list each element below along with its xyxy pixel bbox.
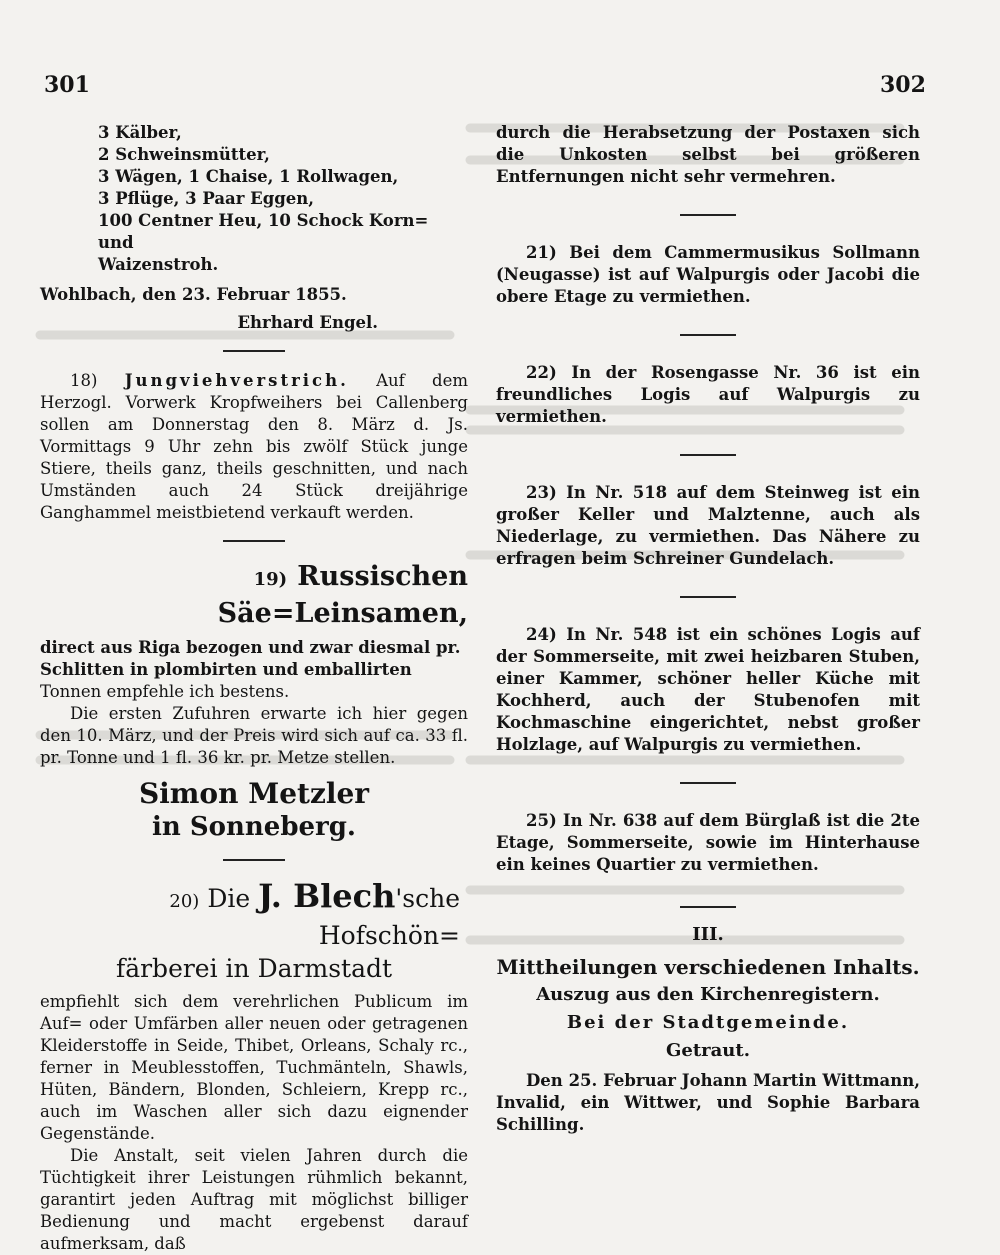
ad-text: Die Anstalt, seit vielen Jahren durch die Tüchtigkeit ihrer Leistungen rühmlich bekannt, garantirt jeden Auftrag mit möglichst billiger Bedienung und macht ergebenst darauf aufmerksam, daß	[40, 1146, 468, 1253]
divider	[680, 214, 736, 216]
ad-title: Jungviehverstrich.	[124, 371, 349, 390]
left-column	[40, 122, 468, 1255]
advertiser-place: in Sonneberg.	[152, 812, 356, 842]
ad-headline	[40, 560, 468, 631]
ad-text-line: Tonnen empfehle ich bestens.	[40, 682, 290, 701]
ad-21: 21) Bei dem Cammermusikus Sollmann (Neugasse) ist auf Walpurgis oder Jacobi die obere Etage zu vermiethen.	[496, 243, 920, 306]
ad-text: Die ersten Zufuhren erwarte ich hier gegen den 10. März, und der Preis wird sich auf ca. 33 fl. pr. Tonne und 1 fl. 36 kr. pr. Metze stellen.	[40, 704, 468, 767]
page-number-right: 302	[880, 72, 926, 98]
ad-headline-die: Die	[207, 884, 251, 913]
subsection-title: Getraut.	[666, 1040, 750, 1061]
divider	[223, 350, 285, 352]
divider	[680, 334, 736, 336]
divider	[680, 454, 736, 456]
ad-25: 25) In Nr. 638 auf dem Bürglaß ist die 2te Etage, Sommerseite, sowie im Hinterhause ein keines Quartier zu vermiethen.	[496, 811, 920, 874]
subsection-title: Bei der Stadtgemeinde.	[566, 1012, 850, 1033]
advertiser-name: Simon Metzler	[138, 777, 370, 810]
divider	[680, 906, 736, 908]
ad-subheadline: färberei in Darmstadt	[115, 954, 393, 983]
ad-text-line: direct aus Riga bezogen und zwar diesmal pr.	[40, 638, 461, 657]
ad-number: 19)	[253, 569, 288, 590]
ad-text-line: Schlitten in plombirten und emballirten	[40, 660, 412, 679]
continuation-text: durch die Herabsetzung der Postaxen sich die Unkosten selbst bei größeren Entfernungen nicht sehr vermehren.	[496, 123, 920, 186]
ad-19	[40, 560, 468, 843]
signature: Ehrhard Engel.	[237, 313, 378, 332]
divider	[680, 596, 736, 598]
list-item: 3 Kälber,	[98, 123, 182, 142]
ad-headline-text: Russischen Säe=Leinsamen,	[217, 561, 468, 629]
list-item: 2 Schweinsmütter,	[98, 145, 270, 164]
place-date: Wohlbach, den 23. Februar 1855.	[40, 285, 347, 304]
ad-number: 20)	[169, 891, 200, 912]
ad-text: Auf dem Herzogl. Vorwerk Kropfweihers bei Callenberg sollen am Donnerstag den 8. März d. Js. Vormittags 9 Uhr zehn bis zwölf Stück junge Stiere, theils ganz, theils geschnitten, und nach Umständen auch 24 Stück dreijährige Ganghammel meistbietend verkauft werden.	[40, 371, 469, 522]
ad-20	[40, 879, 468, 1255]
section-number: III.	[692, 924, 724, 945]
firm-suffix: 'sche Hofschön=	[318, 884, 460, 950]
ad-22: 22) In der Rosengasse Nr. 36 ist ein freundliches Logis auf Walpurgis zu vermiethen.	[496, 363, 920, 426]
ad-text: empfiehlt sich dem verehrlichen Publicum im Auf= oder Umfärben aller neuen oder getragenen Kleiderstoffe in Seide, Thibet, Orleans, Schaly rc., ferner in Meublesstoffen, Tuchmänteln, Shawls, Hüten, Bändern, Blonden, Schleiern, Krepp rc., auch im Waschen aller sich dazu eignender Gegenstände.	[40, 992, 468, 1143]
divider	[223, 859, 285, 861]
divider	[680, 782, 736, 784]
ad-number: 18)	[70, 371, 98, 390]
ad-24: 24) In Nr. 548 ist ein schönes Logis auf der Sommerseite, mit zwei heizbaren Stuben, einer Kammer, schöner heller Küche mit Kochherd, auch der Stubenofen mit Kochmaschine eingerichtet, nebst großer Holzlage, auf Walpurgis zu vermiethen.	[496, 625, 920, 754]
ad-headline	[40, 879, 468, 953]
register-entry: Den 25. Februar Johann Martin Wittmann, Invalid, ein Wittwer, und Sophie Barbara Schilling.	[496, 1071, 920, 1134]
list-item: 3 Wägen, 1 Chaise, 1 Rollwagen,	[98, 167, 399, 186]
list-item: 3 Pflüge, 3 Paar Eggen,	[98, 189, 315, 208]
subsection-title: Auszug aus den Kirchenregistern.	[536, 984, 880, 1005]
divider	[223, 540, 285, 542]
list-item: 100 Centner Heu, 10 Schock Korn= und	[98, 211, 429, 252]
firm-name: J. Blech	[258, 877, 396, 915]
page-number-left: 301	[44, 72, 90, 98]
right-column	[496, 122, 920, 1136]
ad-18	[40, 370, 468, 524]
ad-23: 23) In Nr. 518 auf dem Steinweg ist ein großer Keller und Malztenne, auch als Niederlage, zu vermiethen. Das Nähere zu erfragen beim Schreiner Gundelach.	[496, 483, 920, 568]
section-title: Mittheilungen verschiedenen Inhalts.	[496, 955, 920, 979]
list-item-continuation: Waizenstroh.	[98, 255, 219, 274]
